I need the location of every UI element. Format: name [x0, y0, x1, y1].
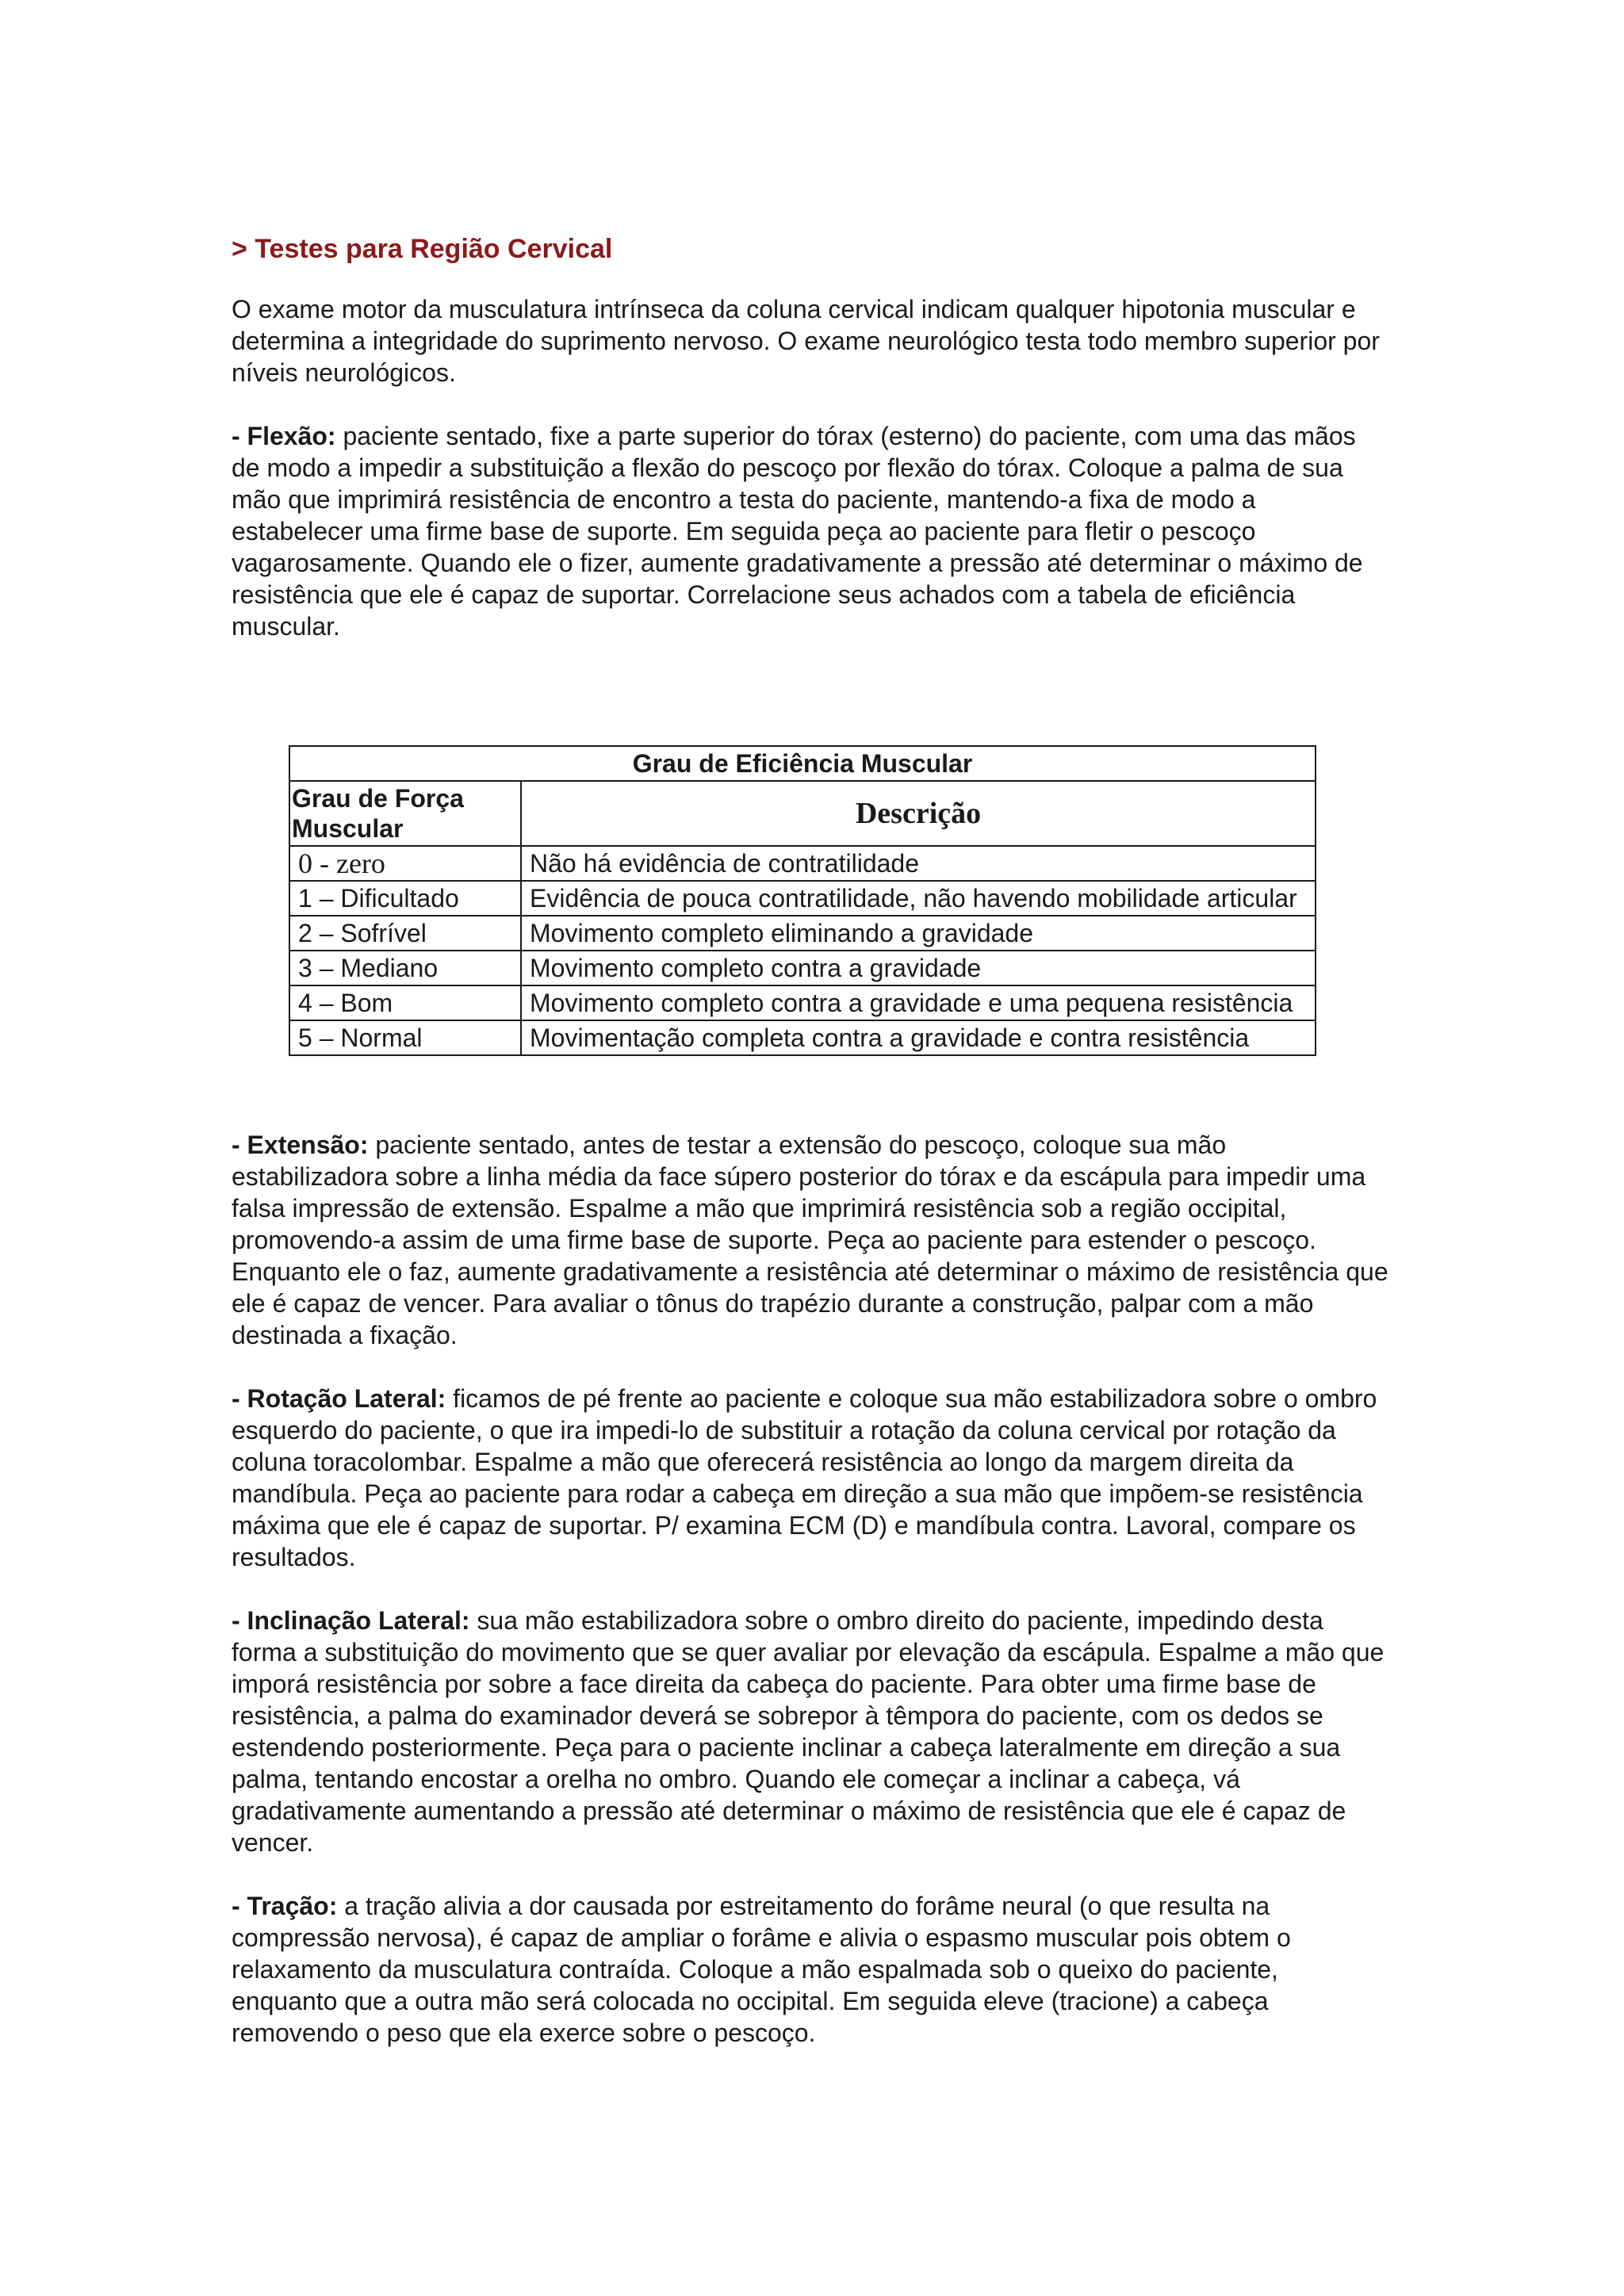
muscle-grade-table [289, 745, 1316, 1056]
table-row [289, 951, 1316, 985]
grade-cell: 4 – Bom [289, 985, 521, 1020]
description-cell: Movimentação completa contra a gravidade e contra resistência [521, 1020, 1316, 1055]
section-heading: > Testes para Região Cervical [232, 234, 613, 264]
tracao-text: a tração alivia a dor causada por estreitamento do forâme neural (o que resulta na compressão nervosa), é capaz de ampliar o forâme e alivia o espasmo muscular pois obtem o relaxamento da musculatura contraída. Coloque a mão espalmada sob o queixo do paciente, enquanto que a outra mão será colocada no occipital. Em seguida eleve (tracione) a cabeça removendo o peso que ela exerce sobre o pescoço. [232, 1892, 1291, 2047]
column-header-description: Descrição [521, 781, 1316, 846]
description-cell: Não há evidência de contratilidade [521, 846, 1316, 881]
muscle-grade-table-wrap [289, 745, 1316, 1056]
grade-cell: 2 – Sofrível [289, 916, 521, 951]
remaining-sections [232, 1129, 1389, 2049]
rotacao-label: - Rotação Lateral: [232, 1384, 446, 1413]
flexao-label: - Flexão: [232, 422, 336, 450]
extensao-label: - Extensão: [232, 1131, 369, 1159]
column-header-grade: Grau de Força Muscular [289, 781, 521, 846]
inclinacao-text: sua mão estabilizadora sobre o ombro direito do paciente, impedindo desta forma a substituição do movimento que se quer avaliar por elevação da escápula. Espalme a mão que imporá resistência por sobre a face direita da cabeça do paciente. Para obter uma firme base de resistência, a palma do examinador deverá se sobrepor à têmpora do paciente, com os dedos se estendendo posteriormente. Peça para o paciente inclinar a cabeça lateralmente em direção a sua palma, tentando encostar a orelha no ombro. Quando ele começar a inclinar a cabeça, vá gradativamente aumentando a pressão até determinar o máximo de resistência que ele é capaz de vencer. [232, 1606, 1385, 1857]
tracao-paragraph [232, 1890, 1389, 2049]
table-row [289, 1020, 1316, 1055]
description-cell: Movimento completo contra a gravidade [521, 951, 1316, 985]
intro-paragraph: O exame motor da musculatura intrínseca da coluna cervical indicam qualquer hipotonia muscular e determina a integridade do suprimento nervoso. O exame neurológico testa todo membro superior por níveis neurológicos. [232, 295, 1380, 387]
extensao-text: paciente sentado, antes de testar a extensão do pescoço, coloque sua mão estabilizadora sobre a linha média da face súpero posterior do tórax e da escápula para impedir uma falsa impressão de extensão. Espalme a mão que imprimirá resistência sob a região occipital, promovendo-a assim de uma firme base de suporte. Peça ao paciente para estender o pescoço. Enquanto ele o faz, aumente gradativamente a resistência até determinar o máximo de resistência que ele é capaz de vencer. Para avaliar o tônus do trapézio durante a construção, palpar com a mão destinada a fixação. [232, 1131, 1388, 1349]
description-cell: Movimento completo eliminando a gravidade [521, 916, 1316, 951]
grade-cell: 1 – Dificultado [289, 881, 521, 916]
rotacao-paragraph [232, 1383, 1389, 1573]
grade-cell: 5 – Normal [289, 1020, 521, 1055]
description-cell: Evidência de pouca contratilidade, não havendo mobilidade articular [521, 881, 1316, 916]
document-page [232, 232, 1389, 2080]
extensao-paragraph [232, 1129, 1389, 1351]
grade-cell: 3 – Mediano [289, 951, 521, 985]
inclinacao-label: - Inclinação Lateral: [232, 1606, 470, 1635]
tracao-label: - Tração: [232, 1892, 338, 1920]
rotacao-text: ficamos de pé frente ao paciente e coloque sua mão estabilizadora sobre o ombro esquerdo do paciente, o que ira impedi-lo de substituir a rotação da coluna cervical por rotação da coluna toracolombar. Espalme a mão que oferecerá resistência ao longo da margem direita da mandíbula. Peça ao paciente para rodar a cabeça em direção a sua mão que impõem-se resistência máxima que ele é capaz de suportar. P/ examina ECM (D) e mandíbula contra. Lavoral, compare os resultados. [232, 1384, 1377, 1571]
grade-cell: 0 - zero [289, 846, 521, 881]
flexao-paragraph [232, 420, 1389, 642]
table-row [289, 916, 1316, 951]
table-header-row [289, 781, 1316, 846]
flexao-text: paciente sentado, fixe a parte superior do tórax (esterno) do paciente, com uma das mãos de modo a impedir a substituição a flexão do pescoço por flexão do tórax. Coloque a palma de sua mão que imprimirá resistência de encontro a testa do paciente, mantendo-a fixa de modo a estabelecer uma firme base de suporte. Em seguida peça ao paciente para fletir o pescoço vagarosamente. Quando ele o fizer, aumente gradativamente a pressão até determinar o máximo de resistência que ele é capaz de suportar. Correlacione seus achados com a tabela de eficiência muscular. [232, 422, 1363, 641]
description-cell: Movimento completo contra a gravidade e uma pequena resistência [521, 985, 1316, 1020]
table-row [289, 846, 1316, 881]
inclinacao-paragraph [232, 1605, 1389, 1858]
table-title-row [289, 746, 1316, 781]
table-row [289, 881, 1316, 916]
table-row [289, 985, 1316, 1020]
table-title: Grau de Eficiência Muscular [289, 746, 1316, 781]
